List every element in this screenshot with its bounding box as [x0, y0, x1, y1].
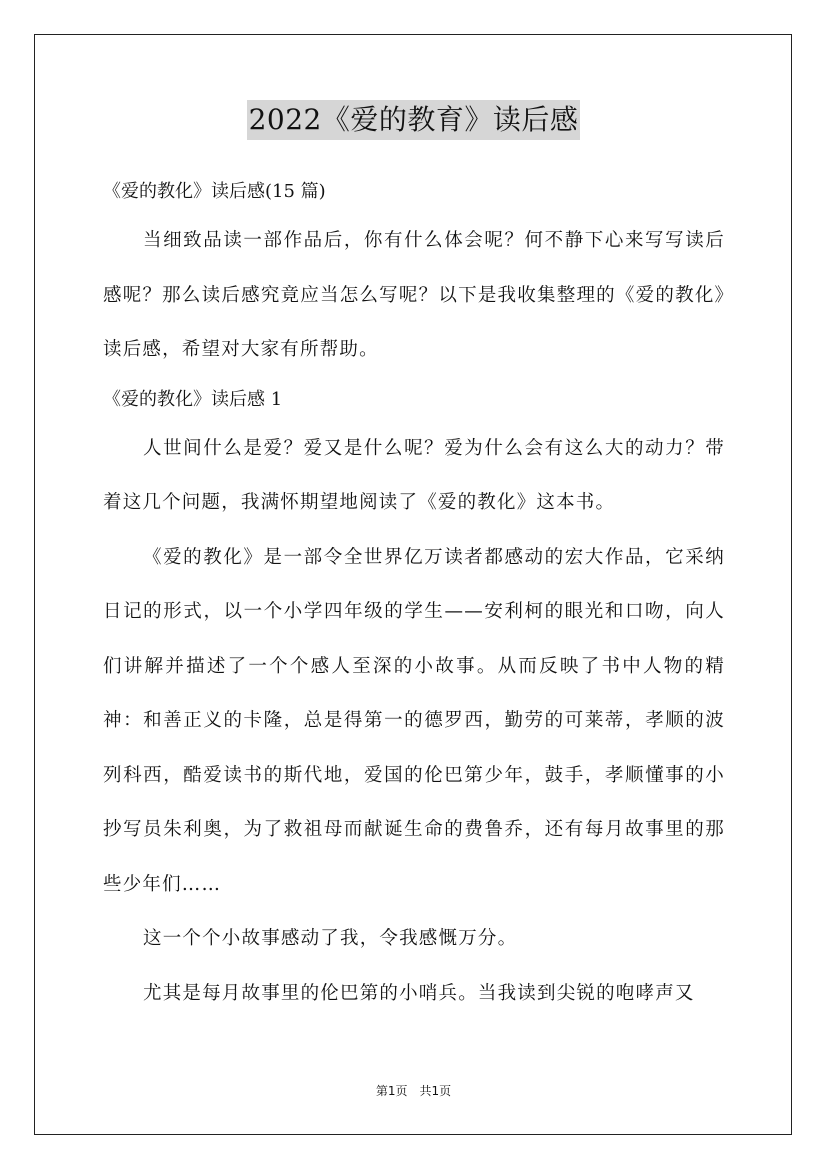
body-paragraph: 这一个个小故事感动了我，令我感慨万分。: [143, 928, 518, 949]
document-subtitle: 《爱的教化》读后感(15 篇): [103, 181, 326, 202]
body-paragraph: 尤其是每月故事里的伦巴第的小哨兵。当我读到尖锐的咆哮声又: [143, 982, 695, 1004]
page-footer: 第1页 共1页: [375, 1084, 452, 1098]
body-paragraph: 人世间什么是爱？爱又是什么呢？爱为什么会有这么大的动力？带着这几个问题，我满怀期望地阅读了《爱的教化》这本书。: [103, 437, 725, 513]
section-heading: 《爱的教化》读后感 1: [103, 388, 283, 410]
intro-paragraph: 当细致品读一部作品后，你有什么体会呢？何不静下心来写写读后感呢？那么读后感究竟应当怎么写呢？以下是我收集整理的《爱的教化》读后感，希望对大家有所帮助。: [103, 230, 725, 360]
title-container: [0, 100, 827, 140]
document-title: 2022《爱的教育》读后感: [247, 100, 581, 140]
body-paragraph: 《爱的教化》是一部令全世界亿万读者都感动的宏大作品，它采纳日记的形式，以一个小学四年级的学生——安利柯的眼光和口吻，向人们讲解并描述了一个个感人至深的小故事。从而反映了书中人物的精神：和善正义的卡隆，总是得第一的德罗西，勤劳的可莱蒂，孝顺的波列科西，酷爱读书的斯代地，爱国的伦巴第少年，鼓手，孝顺懂事的小抄写员朱利奥，为了救祖母而献诞生命的费鲁乔，还有每月故事里的那些少年们……: [103, 546, 725, 895]
document-body: [103, 170, 725, 1021]
